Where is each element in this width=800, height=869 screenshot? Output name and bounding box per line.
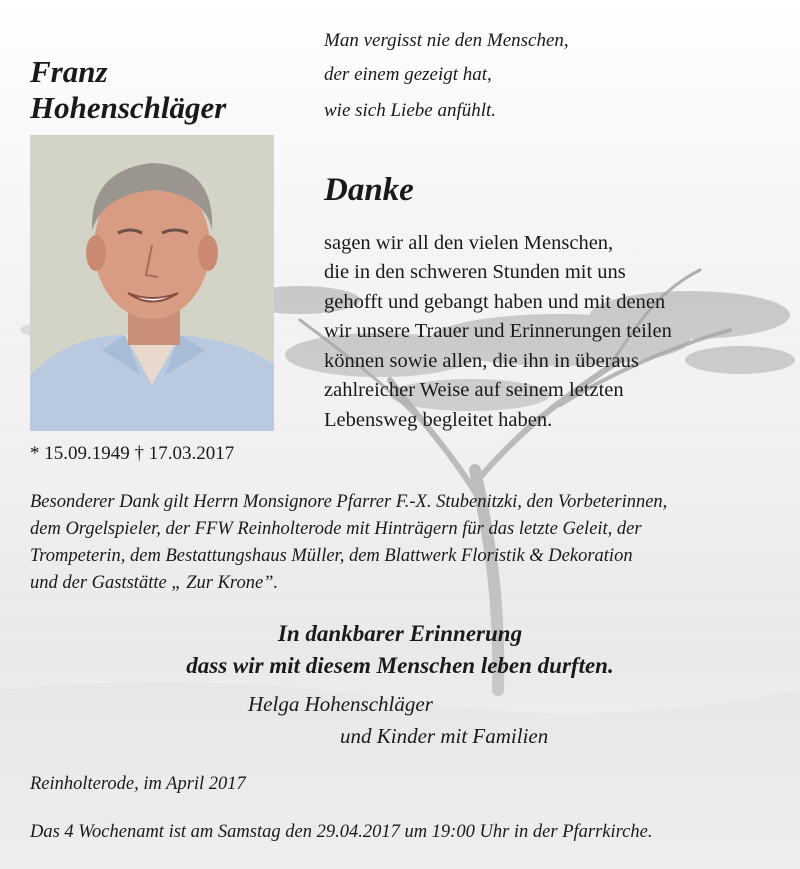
life-dates: * 15.09.1949 † 17.03.2017 (30, 443, 235, 464)
body-line: Lebensweg begleitet haben. (324, 409, 553, 431)
signature-line: Helga Hohenschläger (248, 692, 433, 716)
verse-line: der einem gezeigt hat, (324, 64, 492, 85)
body-line: gehofft und gebangt haben und mit denen (324, 291, 666, 313)
heading-danke: Danke (324, 172, 414, 208)
body-line: zahlreicher Weise auf seinem letzten (324, 379, 624, 401)
service-note: Das 4 Wochenamt ist am Samstag den 29.04.2017 um 19:00 Uhr in der Pfarrkirche. (30, 822, 653, 842)
deceased-last-name: Hohenschläger (30, 90, 227, 125)
special-thanks-line: und der Gaststätte „ Zur Krone”. (30, 573, 279, 593)
remembrance-line: dass wir mit diesem Menschen leben durften. (186, 653, 614, 678)
body-line: sagen wir all den vielen Menschen, (324, 232, 614, 254)
body-line: können sowie allen, die ihn in überaus (324, 350, 639, 372)
verse-line: Man vergisst nie den Menschen, (324, 30, 569, 51)
special-thanks-line: Besonderer Dank gilt Herrn Monsignore Pfarrer F.-X. Stubenitzki, den Vorbeterinnen, (30, 492, 668, 512)
body-line: die in den schweren Stunden mit uns (324, 261, 626, 283)
special-thanks-line: Trompeterin, dem Bestattungshaus Müller, dem Blattwerk Floristik & Dekoration (30, 546, 633, 566)
signature-line: und Kinder mit Familien (340, 724, 549, 748)
portrait-photo (30, 135, 274, 431)
verse-line: wie sich Liebe anfühlt. (324, 100, 497, 121)
remembrance-line: In dankbarer Erinnerung (277, 621, 523, 646)
place-date: Reinholterode, im April 2017 (30, 774, 246, 794)
body-line: wir unsere Trauer und Erinnerungen teilen (324, 320, 672, 342)
special-thanks-line: dem Orgelspieler, der FFW Reinholterode mit Hinträgern für das letzte Geleit, der (30, 519, 642, 539)
deceased-first-name: Franz (30, 54, 108, 89)
